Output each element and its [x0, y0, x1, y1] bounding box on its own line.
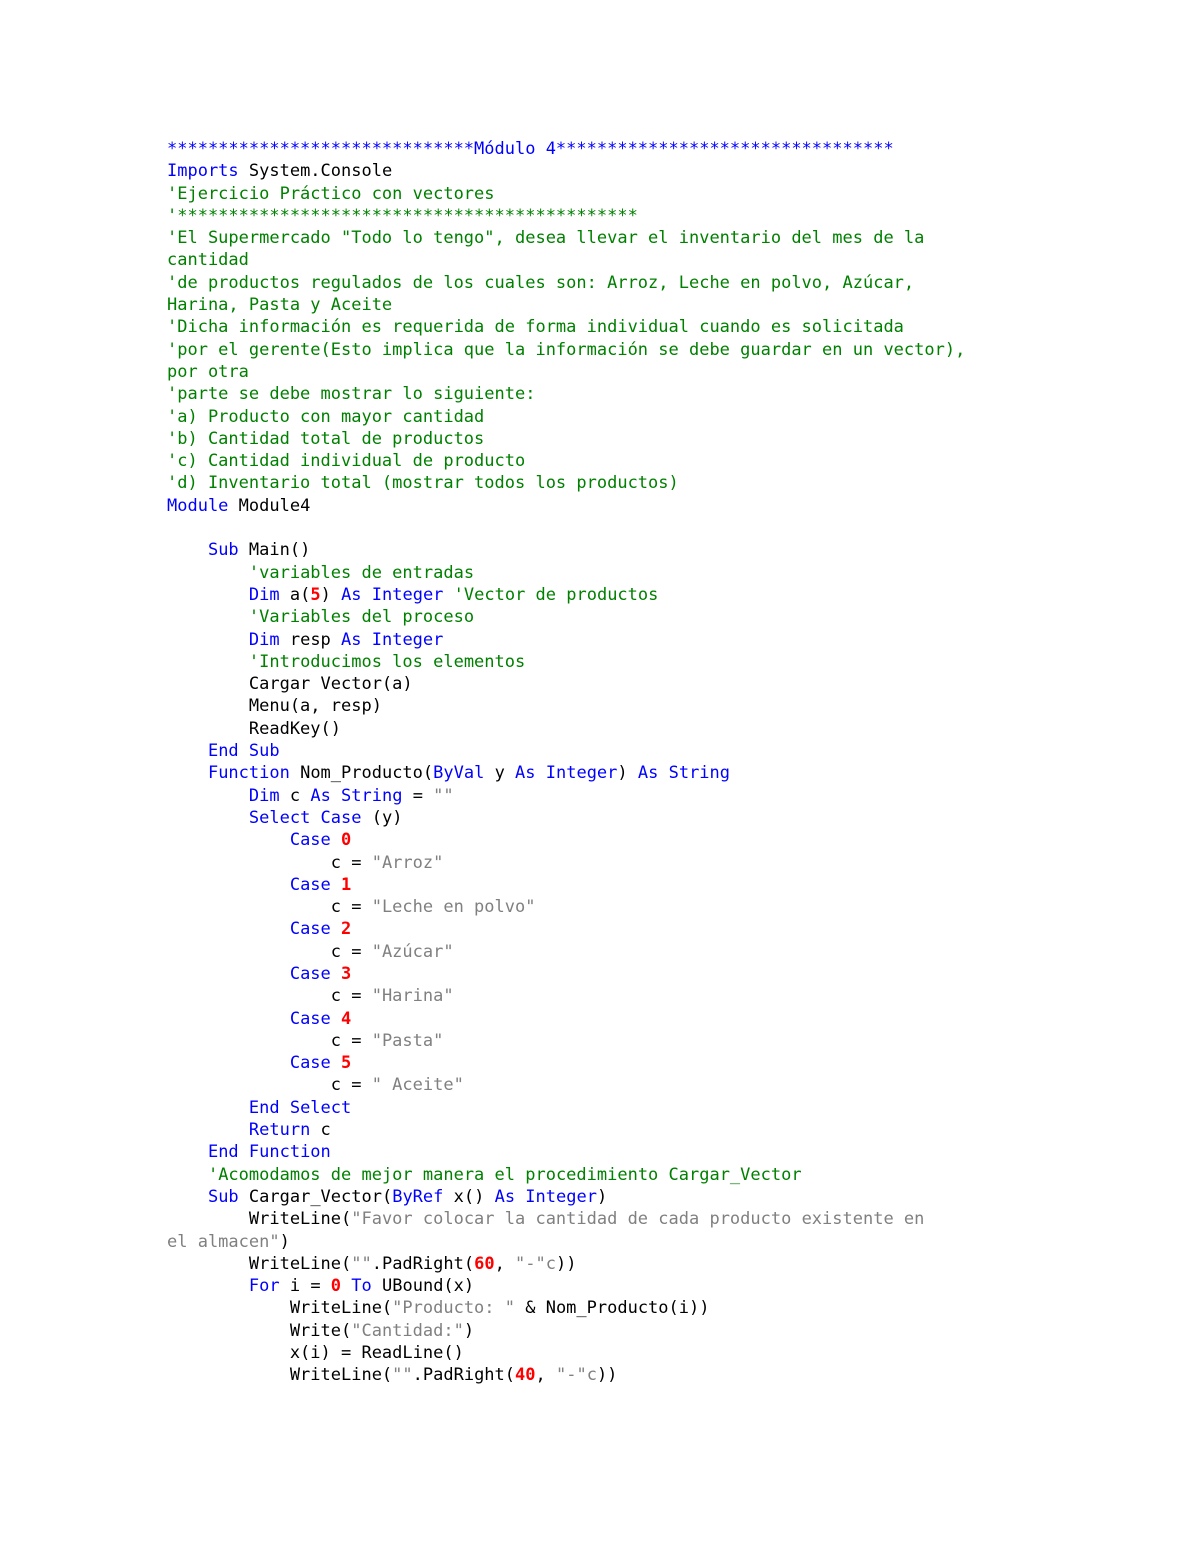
code-text: WriteLine(	[167, 1298, 393, 1319]
code-text: ,	[535, 1365, 556, 1386]
code-line	[167, 1275, 1047, 1297]
code-keyword: Case	[289, 963, 331, 984]
code-line	[167, 740, 1047, 762]
code-keyword: As Integer	[515, 763, 618, 784]
code-string: "Harina"	[371, 986, 454, 1007]
code-keyword: End Select	[248, 1097, 352, 1118]
code-line	[167, 294, 1047, 316]
code-line	[167, 874, 1047, 896]
code-string: "-"c	[555, 1365, 597, 1386]
code-text: )	[463, 1320, 475, 1341]
code-number: 2	[341, 919, 352, 940]
code-string: "Arroz"	[371, 852, 444, 873]
code-line	[167, 1097, 1047, 1119]
code-line	[167, 361, 1047, 383]
code-number: 5	[341, 1053, 352, 1074]
code-text: c =	[167, 1030, 372, 1051]
code-keyword: As Integer	[494, 1186, 597, 1207]
code-comment: 'por el gerente(Esto implica que la información se debe guardar en un vector),	[167, 339, 966, 360]
code-comment: 'Ejercicio Práctico con vectores	[167, 183, 495, 204]
code-line	[167, 807, 1047, 829]
code-line	[167, 227, 1047, 249]
code-keyword: As String	[637, 763, 731, 784]
code-string: el almacen"	[167, 1231, 280, 1252]
code-line	[167, 1364, 1047, 1386]
code-text	[167, 1165, 208, 1185]
code-line	[167, 941, 1047, 963]
code-text: c =	[167, 1075, 372, 1096]
code-keyword: To	[351, 1276, 372, 1297]
code-line	[167, 629, 1047, 651]
code-line	[167, 495, 1047, 517]
code-line	[167, 1030, 1047, 1052]
code-text: c =	[167, 852, 372, 873]
code-text: y	[484, 763, 516, 784]
code-line	[167, 450, 1047, 472]
code-keyword: Imports	[167, 161, 239, 182]
code-listing	[167, 138, 1047, 1387]
code-comment: cantidad	[167, 250, 249, 271]
code-keyword: End Sub	[207, 741, 280, 762]
code-text: Write(	[167, 1320, 352, 1341]
code-keyword: ******************************Módulo 4*********************************	[167, 139, 894, 159]
code-text: ,	[494, 1253, 516, 1274]
code-text	[167, 741, 208, 761]
code-comment: Harina, Pasta y Aceite	[167, 295, 393, 316]
code-string: ""	[433, 785, 454, 806]
code-keyword: Return	[248, 1120, 311, 1141]
code-line	[167, 1297, 1047, 1319]
code-text: x()	[443, 1186, 495, 1207]
code-line	[167, 339, 1047, 361]
code-text	[167, 875, 290, 895]
code-text: resp	[279, 629, 342, 650]
code-keyword: Case	[289, 874, 331, 895]
code-line	[167, 1208, 1047, 1230]
code-comment: 'Dicha información es requerida de forma individual cuando es solicitada	[167, 317, 904, 338]
code-line	[167, 160, 1047, 182]
code-string: "Favor colocar la cantidad de cada producto existente en	[351, 1209, 925, 1230]
code-line	[167, 1186, 1047, 1208]
code-line	[167, 249, 1047, 271]
code-line	[167, 985, 1047, 1007]
code-line	[167, 183, 1047, 205]
code-text: ))	[556, 1253, 577, 1274]
code-line	[167, 517, 1047, 539]
code-line	[167, 829, 1047, 851]
code-text: c =	[167, 941, 372, 962]
code-text: a(	[279, 584, 311, 605]
code-text	[443, 585, 453, 605]
code-line	[167, 673, 1047, 695]
code-line	[167, 785, 1047, 807]
code-text: Cargar_Vector(	[238, 1186, 393, 1207]
code-text: c	[310, 1120, 331, 1141]
code-text: c	[279, 785, 311, 806]
code-keyword: Sub	[207, 540, 239, 561]
code-line	[167, 718, 1047, 740]
code-line	[167, 1231, 1047, 1253]
code-line	[167, 428, 1047, 450]
code-line	[167, 539, 1047, 561]
code-line	[167, 896, 1047, 918]
code-text	[167, 1009, 290, 1029]
code-number: 5	[310, 584, 321, 605]
code-text: .PadRight(	[412, 1365, 516, 1386]
code-text: (y)	[361, 807, 403, 828]
code-comment: 'c) Cantidad individual de producto	[167, 451, 526, 472]
code-text	[167, 585, 249, 605]
code-line	[167, 406, 1047, 428]
code-text	[167, 1053, 290, 1073]
code-text	[167, 540, 208, 560]
code-text	[167, 1142, 208, 1162]
code-text	[331, 1053, 341, 1073]
code-text: x(i) = ReadLine()	[167, 1343, 464, 1364]
code-number: 0	[341, 830, 352, 851]
code-text	[331, 875, 341, 895]
code-line	[167, 695, 1047, 717]
code-text	[167, 607, 249, 627]
code-keyword: Module	[167, 495, 229, 516]
code-text	[331, 1009, 341, 1029]
code-comment: 'parte se debe mostrar lo siguiente:	[167, 384, 536, 405]
code-string: " Aceite"	[371, 1075, 464, 1096]
code-keyword: Case	[289, 1008, 331, 1029]
code-text: Main()	[238, 540, 311, 561]
code-text	[167, 1187, 208, 1207]
code-line	[167, 472, 1047, 494]
code-text: & Nom_Producto(i))	[515, 1298, 710, 1319]
code-text: Module4	[228, 495, 311, 516]
code-line	[167, 1320, 1047, 1342]
code-keyword: Dim	[248, 584, 280, 605]
code-line	[167, 852, 1047, 874]
code-text	[167, 830, 290, 850]
code-keyword: Case	[289, 830, 331, 851]
code-text: ReadKey()	[167, 718, 341, 739]
code-keyword: Case	[289, 919, 331, 940]
code-keyword: As Integer	[341, 584, 444, 605]
code-text	[167, 786, 249, 806]
code-comment: por otra	[167, 361, 249, 382]
code-comment: 'variables de entradas	[248, 562, 475, 583]
code-comment: 'El Supermercado "Todo lo tengo", desea llevar el inventario del mes de la	[167, 228, 925, 249]
code-text: Nom_Producto(	[289, 763, 434, 784]
code-string: "Pasta"	[371, 1030, 444, 1051]
code-text: )	[279, 1231, 290, 1252]
code-comment: 'b) Cantidad total de productos	[167, 428, 485, 449]
code-text	[167, 652, 249, 672]
code-line	[167, 1164, 1047, 1186]
code-text: c =	[167, 986, 372, 1007]
code-line	[167, 584, 1047, 606]
code-text: WriteLine(	[167, 1209, 352, 1230]
code-string: ""	[351, 1253, 372, 1274]
code-text	[167, 1120, 249, 1140]
code-string: "Producto: "	[392, 1298, 515, 1319]
code-comment: 'd) Inventario total (mostrar todos los productos)	[167, 473, 679, 494]
code-comment: 'Acomodamos de mejor manera el procedimiento Cargar_Vector	[207, 1164, 802, 1185]
code-text	[167, 1276, 249, 1296]
code-text	[167, 964, 290, 984]
code-line	[167, 138, 1047, 160]
code-line	[167, 1074, 1047, 1096]
code-text: WriteLine(	[167, 1253, 352, 1274]
code-text: .PadRight(	[371, 1253, 475, 1274]
code-comment: 'de productos regulados de los cuales son: Arroz, Leche en polvo, Azúcar,	[167, 272, 915, 293]
code-keyword: As String	[310, 785, 403, 806]
code-line	[167, 1253, 1047, 1275]
code-line	[167, 205, 1047, 227]
code-comment: 'Variables del proceso	[248, 607, 475, 628]
code-text: )	[617, 763, 638, 784]
code-string: "Leche en polvo"	[371, 897, 536, 918]
code-keyword: For	[248, 1276, 280, 1297]
code-number: 1	[341, 874, 352, 895]
code-line	[167, 562, 1047, 584]
code-number: 60	[474, 1253, 495, 1274]
code-text: c =	[167, 897, 372, 918]
code-line	[167, 1141, 1047, 1163]
code-line	[167, 606, 1047, 628]
code-text	[167, 630, 249, 650]
code-keyword: Sub	[207, 1186, 239, 1207]
code-keyword: As Integer	[341, 629, 444, 650]
code-text	[167, 763, 208, 783]
code-line	[167, 316, 1047, 338]
code-text: WriteLine(	[167, 1365, 393, 1386]
code-keyword: ByVal	[433, 763, 485, 784]
code-line	[167, 963, 1047, 985]
code-string: ""	[392, 1365, 413, 1386]
code-text: )	[320, 584, 342, 605]
code-keyword: Case	[289, 1053, 331, 1074]
code-keyword: ByRef	[392, 1186, 444, 1207]
code-comment: 'Introducimos los elementos	[248, 651, 526, 672]
code-line	[167, 1052, 1047, 1074]
code-string: "Cantidad:"	[351, 1320, 464, 1341]
code-text	[167, 563, 249, 583]
code-line	[167, 651, 1047, 673]
code-number: 40	[515, 1365, 536, 1386]
code-text	[331, 830, 341, 850]
code-text: System.Console	[238, 161, 393, 182]
code-text	[341, 1276, 351, 1296]
code-text	[331, 919, 341, 939]
code-number: 3	[341, 963, 352, 984]
code-line	[167, 1008, 1047, 1030]
code-keyword: End Function	[207, 1142, 331, 1163]
code-number: 4	[341, 1008, 352, 1029]
code-text: UBound(x)	[371, 1276, 475, 1297]
code-string: "-"c	[515, 1253, 556, 1274]
code-keyword: Dim	[248, 629, 280, 650]
code-string: "Azúcar"	[371, 941, 454, 962]
code-text: i =	[279, 1276, 331, 1297]
code-text	[167, 1098, 249, 1118]
code-text: =	[402, 785, 434, 806]
code-line	[167, 383, 1047, 405]
code-text: Menu(a, resp)	[167, 696, 382, 717]
code-line	[167, 1342, 1047, 1364]
code-line	[167, 272, 1047, 294]
code-text	[331, 964, 341, 984]
code-line	[167, 1119, 1047, 1141]
code-comment: '*********************************************	[167, 205, 638, 226]
code-text: Cargar Vector(a)	[167, 674, 413, 695]
code-line	[167, 762, 1047, 784]
code-keyword: Function	[207, 763, 290, 784]
code-text: )	[596, 1186, 608, 1207]
code-line	[167, 918, 1047, 940]
code-text	[167, 808, 249, 828]
code-text: ))	[596, 1365, 618, 1386]
code-keyword: Select Case	[248, 807, 362, 828]
code-comment: 'Vector de productos	[453, 584, 659, 605]
code-comment: 'a) Producto con mayor cantidad	[167, 406, 485, 427]
code-number: 0	[330, 1276, 342, 1297]
code-text	[167, 919, 290, 939]
code-keyword: Dim	[248, 785, 280, 806]
